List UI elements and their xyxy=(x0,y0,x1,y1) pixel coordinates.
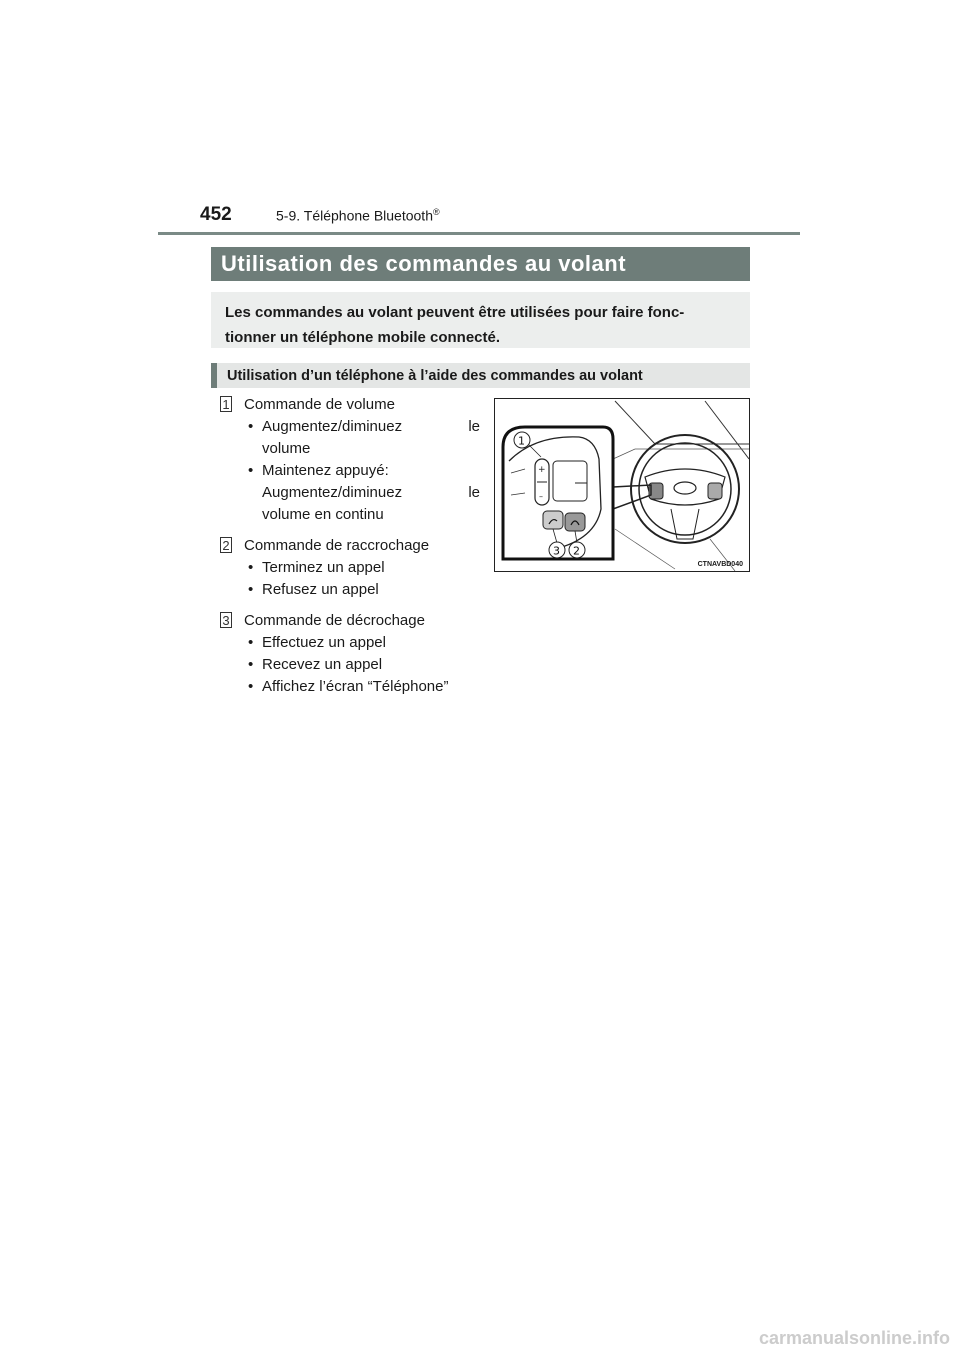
intro-line-2: tionner un téléphone mobile connecté. xyxy=(225,329,501,346)
bullet-text: le xyxy=(468,418,480,435)
section-text: 5-9. Téléphone Bluetooth xyxy=(276,207,433,224)
bullet: • Refusez un appel xyxy=(214,579,484,601)
item-title: Commande de décrochage xyxy=(244,612,425,629)
intro-line-1: Les commandes au volant peuvent être utilisées pour faire fonc- xyxy=(225,304,685,321)
list-item xyxy=(214,610,484,698)
steering-switch-illustration xyxy=(494,398,750,572)
bullet-continuation: volume en continu xyxy=(262,506,384,523)
page-number: 452 xyxy=(200,204,232,225)
bullet: • Terminez un appel xyxy=(214,557,484,579)
svg-text:+: + xyxy=(538,465,546,475)
item-list xyxy=(214,394,484,707)
list-item xyxy=(214,394,484,526)
bullet-text: Augmentez/diminuez xyxy=(262,484,403,501)
subheading: Utilisation d’un téléphone à l’aide des commandes au volant xyxy=(211,363,750,388)
bullet-text: le xyxy=(468,484,480,501)
item-number: 2 xyxy=(220,537,232,553)
item-title: Commande de raccrochage xyxy=(244,537,430,554)
item-number: 3 xyxy=(220,612,232,628)
bullet: • Effectuez un appel xyxy=(214,632,484,654)
section-label xyxy=(276,207,440,224)
bullet-continuation: volume xyxy=(262,440,311,457)
callout-2: 2 xyxy=(573,544,580,558)
registered-mark: ® xyxy=(432,207,440,217)
bullet: • Maintenez appuyé: xyxy=(214,460,484,482)
callout-1: 1 xyxy=(518,434,525,448)
bullet-text: • Augmentez/diminuez xyxy=(262,418,403,435)
intro-box xyxy=(211,292,750,348)
bullet xyxy=(214,416,484,438)
watermark: carmanualsonline.info xyxy=(758,1328,950,1348)
illustration-drawing xyxy=(495,399,749,571)
bullet-continuation xyxy=(214,482,484,504)
bullet: • Affichez l’écran “Téléphone” xyxy=(214,676,484,698)
page-title: Utilisation des commandes au volant xyxy=(211,247,750,281)
item-number: 1 xyxy=(220,396,232,412)
figure-code: CTNAVBD040 xyxy=(697,561,743,568)
header-rule xyxy=(158,232,800,235)
list-item xyxy=(214,535,484,601)
bullet: • Recevez un appel xyxy=(214,654,484,676)
item-title: Commande de volume xyxy=(244,396,395,413)
callout-3: 3 xyxy=(553,544,560,558)
svg-text:–: – xyxy=(539,492,543,501)
